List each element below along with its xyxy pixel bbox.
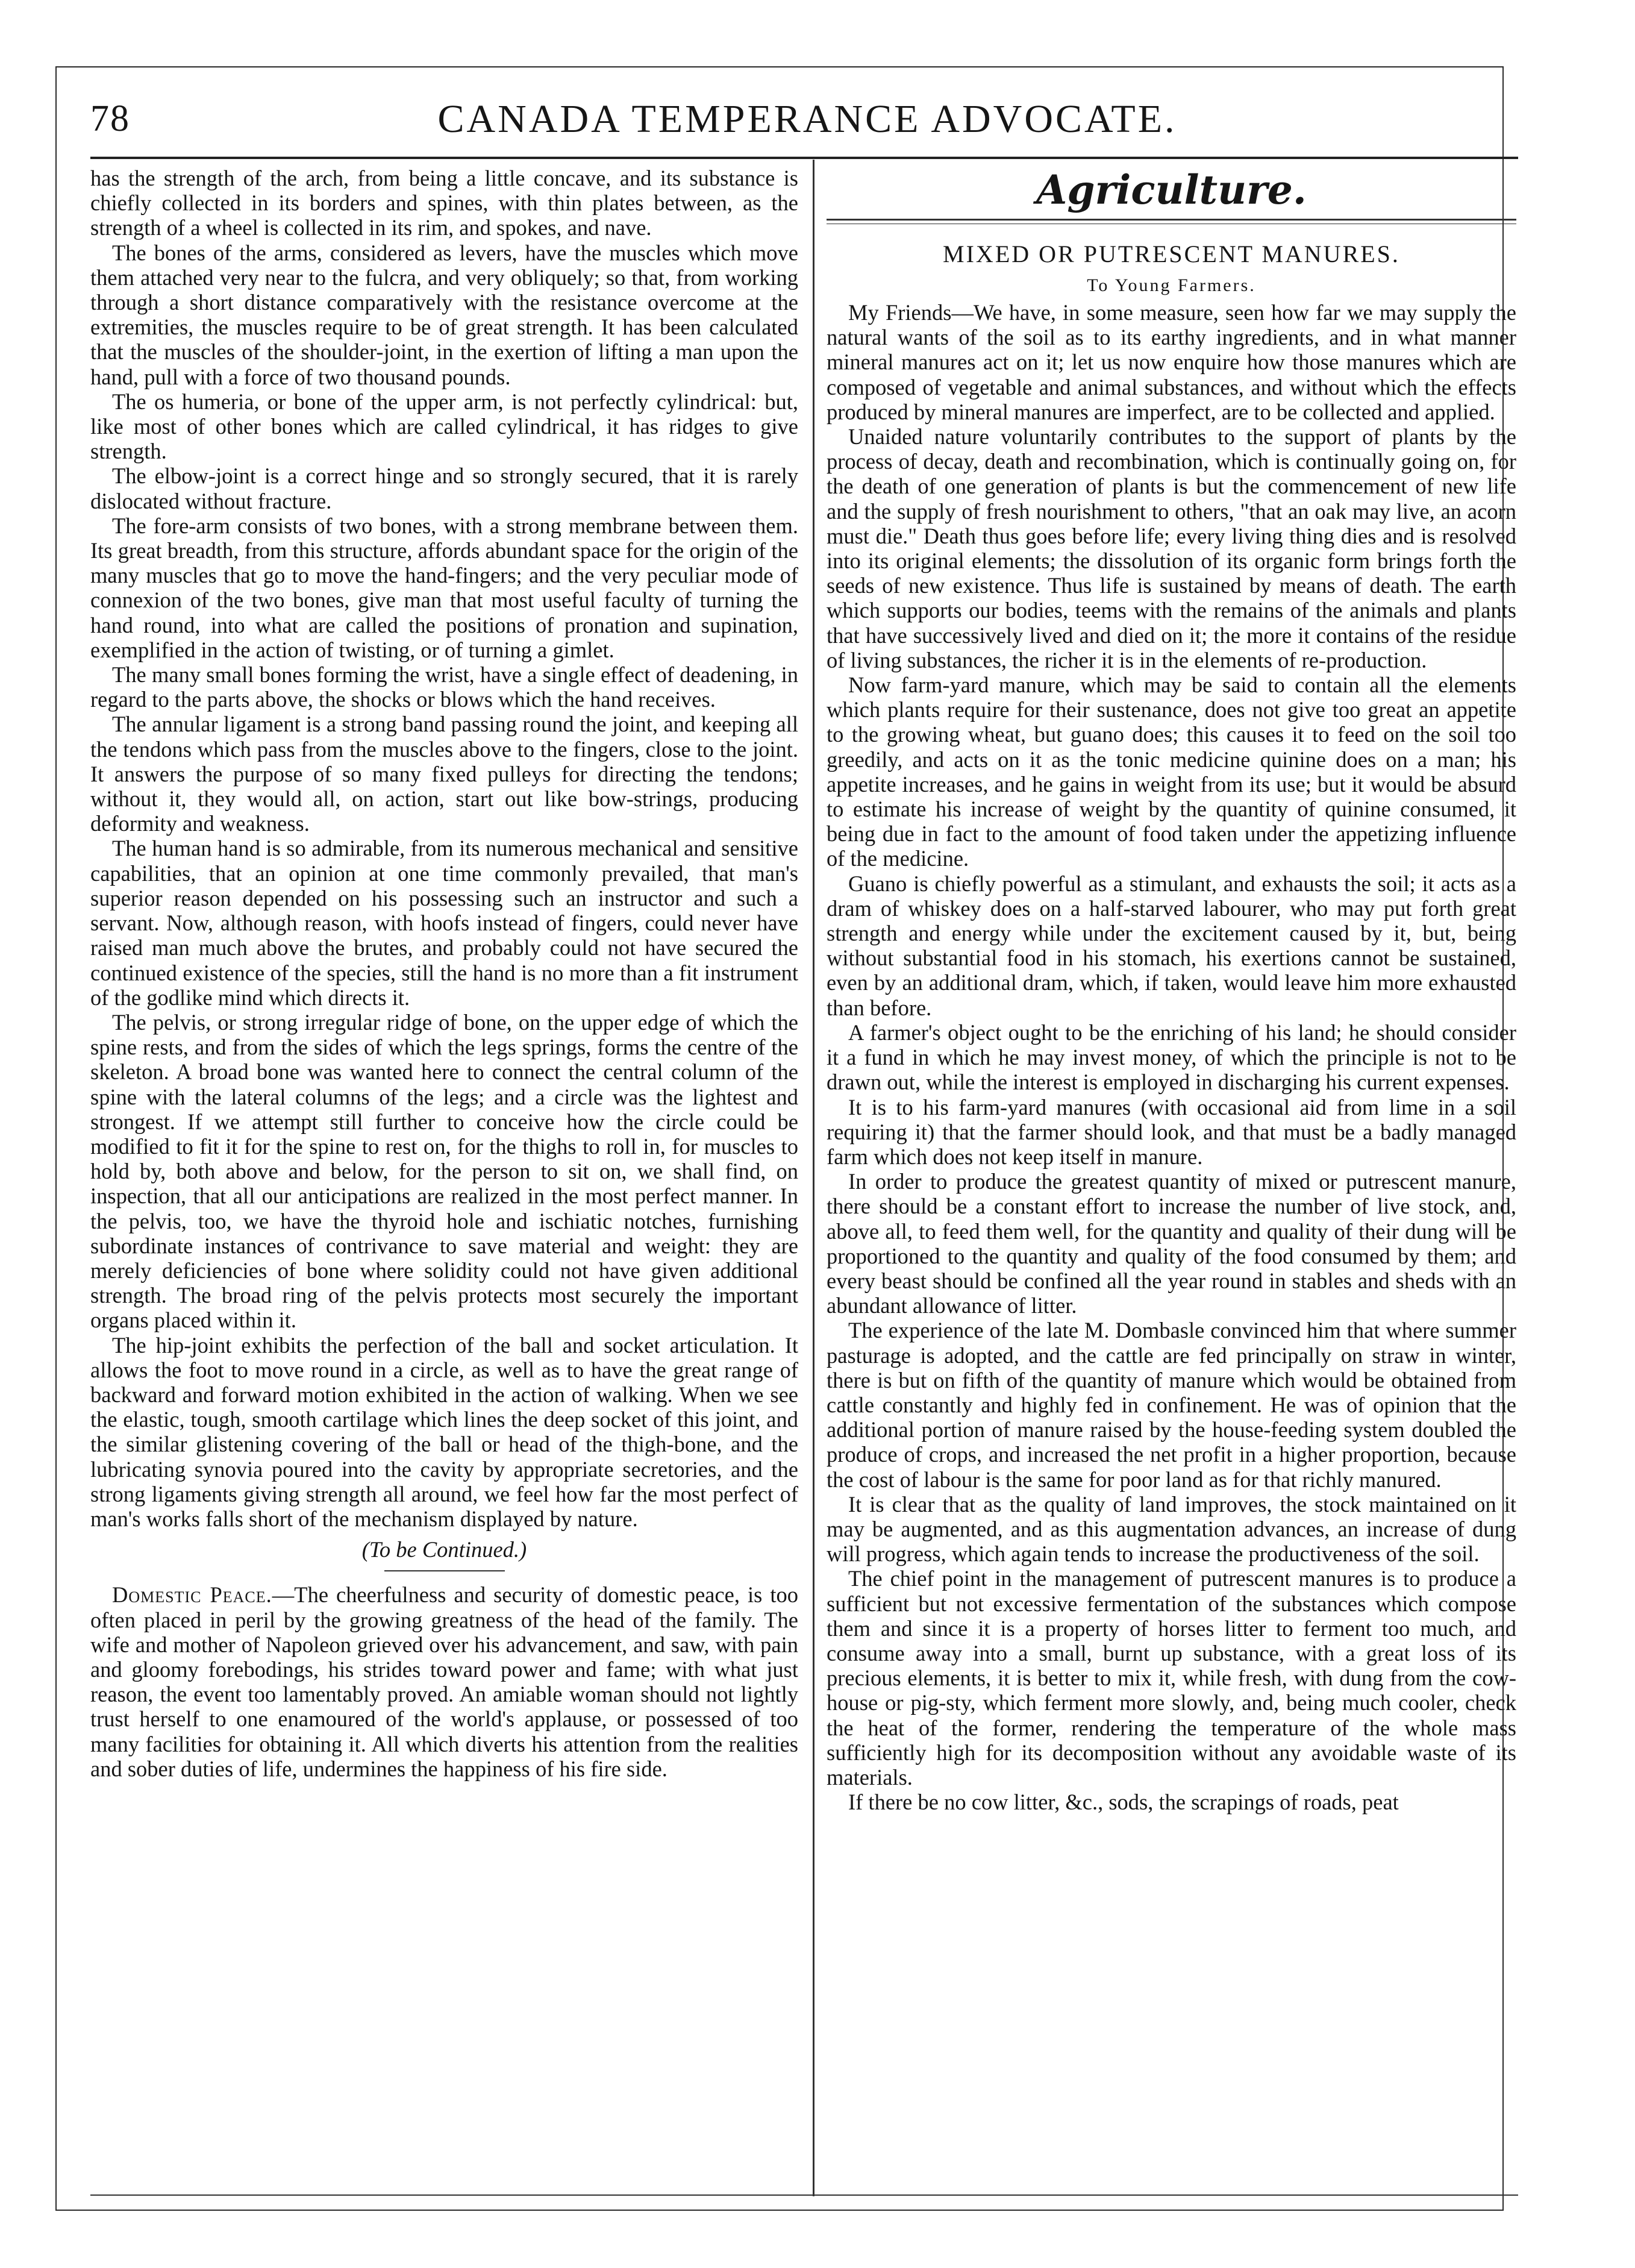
paragraph: The bones of the arms, considered as levers, have the muscles which move them attached very near to the fulcra, and very obliquely; so that, from working through a short distance comparatively with the resistance overcome at the extremities, the muscles require to be of great strength. It has been calculated that the muscles of the shoulder-joint, in the exertion of lifting a man upon the hand, pull with a force of two thousand pounds. — [90, 240, 798, 389]
paragraph: The hip-joint exhibits the perfection of the ball and socket articulation. It allows the foot to move round in a circle, as well as to have the great range of backward and forward motion exhibited in the action of walking. When we see the elastic, tough, smooth cartilage which lines the deep socket of this joint, and the similar glistening covering of the ball or head of the thigh-bone, and the lubricating synovia poured into the cavity by appropriate secretories, and the strong ligaments giving strength all around, we feel how far the most perfect of man's works falls short of the mechanism displayed by nature. — [90, 1332, 798, 1531]
paragraph: My Friends—We have, in some measure, seen how far we may supply the natural wants of the soil as to its earthy ingredients, and in what manner mineral manures act on it; let us now enquire how those manures which are composed of vegetable and animal substances, and without which the effects produced by mineral manures are imperfect, are to be collected and applied. — [827, 300, 1516, 424]
paragraph: The pelvis, or strong irregular ridge of bone, on the upper edge of which the spine rests, and from the sides of which the legs springs, forms the centre of the skeleton. A broad bone was wanted here to connect the central column of the spine with the lateral columns of the legs; and a circle was the lightest and strongest. If we attempt still further to conceive how the circle could be modified to fit it for the spine to rest on, for the thighs to roll in, for muscles to hold by, both above and below, for the person to sit on, we shall find, on inspection, that all our anticipations are realized in the most perfect manner. In the pelvis, too, we have the thyroid hole and ischiatic notches, furnishing subordinate instances of contrivance to save material and weight: they are merely deficiencies of bone where solidity could not have given additional strength. The broad ring of the pelvis protects most securely the important organs placed within it. — [90, 1009, 798, 1333]
footer-rule — [90, 2194, 1518, 2196]
column-divider — [813, 160, 814, 2196]
paragraph: The os humeria, or bone of the upper arm, is not perfectly cylindrical: but, like most of other bones which are called cylindrical, it has ridges to give strength. — [90, 389, 798, 464]
paragraph: The elbow-joint is a correct hinge and so strongly secured, that it is rarely dislocated without fracture. — [90, 463, 798, 513]
paragraph: The experience of the late M. Dombasle convinced him that where summer pasturage is adopted, and the cattle are fed principally on straw in winter, there is but on fifth of the quantity of manure which would be obtained from cattle constantly and highly fed in confinement. He was of opinion that the additional portion of manure raised by the house-feeding system doubled the produce of crops, and increased the net profit in a higher proportion, because the cost of labour is the same for poor land as for that richly manured. — [827, 1318, 1516, 1492]
paragraph: It is clear that as the quality of land improves, the stock maintained on it may be augmented, and as this augmentation advances, an increase of dung will progress, which again tends to increase the productiveness of the soil. — [827, 1491, 1516, 1567]
domestic-peace-paragraph — [90, 1582, 798, 1781]
paragraph: The annular ligament is a strong band passing round the joint, and keeping all the tendons which pass from the muscles above to the fingers, close to the joint. It answers the purpose of so many fixed pulleys for directing the tendons; without it, they would all, on action, start out like bow-strings, producing deformity and weakness. — [90, 712, 798, 836]
paragraph: has the strength of the arch, from being a little concave, and its substance is chiefly collected in its borders and spines, with thin plates between, as the strength of a wheel is collected in its rim, and spokes, and nave. — [90, 166, 798, 240]
paragraph: It is to his farm-yard manures (with occasional aid from lime in a soil requiring it) that the farmer should look, and that must be a badly managed farm which does not keep itself in manure. — [827, 1094, 1516, 1169]
section-title: Agriculture. — [1036, 166, 1307, 213]
masthead-title: CANADA TEMPERANCE ADVOCATE. — [437, 97, 1177, 141]
paragraph: The fore-arm consists of two bones, with a strong membrane between them. Its great breadth, from this structure, affords abundant space for the origin of the many muscles that go to move the hand-fingers; and the very peculiar mode of connexion of the two bones, give man that most useful faculty of turning the hand round, into what are called the positions of pronation and supination, exemplified in the action of twisting, or of turning a gimlet. — [90, 513, 798, 662]
paragraph: In order to produce the greatest quantity of mixed or putrescent manure, there should be a constant effort to increase the number of live stock, and, above all, to feed them well, for the quantity and quality of their dung will be proportioned to the quantity and quality of the food consumed by them; and every beast should be confined all the year round in stables and sheds with an abundant allowance of litter. — [827, 1169, 1516, 1318]
page-number: 78 — [90, 98, 130, 139]
paragraph: Now farm-yard manure, which may be said to contain all the elements which plants require for their sustenance, does not give too great an appetite to the growing wheat, but guano does; this causes it to feed on the soil too greedily, and acts on it as the tonic medicine quinine does on a man; his appetite increases, and he gains in weight from its use; but it would be absurd to estimate his increase of weight by the quantity of quinine consumed, it being due in fact to the amount of food taken under the appetizing influence of the medicine. — [827, 672, 1516, 871]
paragraph: Unaided nature voluntarily contributes to the support of plants by the process of decay, death and recombination, which is continually going on, for the death of one generation of plants is but the commencement of new life and the supply of fresh nourishment to others, "that an oak may live, an acorn must die." Death thus goes before life; every living thing dies and is resolved into its original elements; the dissolution of its organic form brings forth the seeds of new existence. Thus life is sustained by means of death. The earth which supports our bodies, teems with the remains of the animals and plants that have successively lived and died on it; the more it contains of the residue of living substances, the richer it is in the elements of re-production. — [827, 424, 1516, 672]
paragraph: If there be no cow litter, &c., sods, the scrapings of roads, peat — [848, 1790, 1399, 1815]
article-heading: MIXED OR PUTRESCENT MANURES. — [943, 240, 1400, 268]
paragraph: The chief point in the management of putrescent manures is to produce a sufficient but not excessive fermentation of the substances which compose them and since it is a property of horses litter to ferment too much, and consume away into a small, burnt up substance, with a great loss of its precious elements, it is better to mix it, while fresh, with dung from the cow-house or pig-sty, which ferment more slowly, and, being much cooler, check the heat of the former, rendering the temperature of the whole mass sufficiently high for its decomposition without any avoidable waste of its materials. — [827, 1566, 1516, 1790]
right-column — [827, 166, 1516, 1814]
paragraph: A farmer's object ought to be the enriching of his land; he should consider it a fund in which he may invest money, of which the principle is not to be drawn out, while the interest is employed in discharging his current expenses. — [827, 1020, 1516, 1095]
to-be-continued: (To be Continued.) — [361, 1537, 527, 1562]
left-column — [90, 166, 798, 1781]
article-subheading: To Young Farmers. — [1087, 275, 1256, 295]
domestic-peace-title: Domestic Peace. — [112, 1582, 272, 1608]
section-title-rule — [827, 219, 1516, 224]
header-rule — [90, 157, 1518, 159]
paragraph: Guano is chiefly powerful as a stimulant, and exhausts the soil; it acts as a dram of whiskey does on a half-starved labourer, who may put forth great strength and energy while under the excitement caused by it, but, being without substantial food in his stomach, his exertions cannot be sustained, even by an additional dram, which, if taken, would leave him more exhausted than before. — [827, 871, 1516, 1020]
paragraph: The human hand is so admirable, from its numerous mechanical and sensitive capabilities, that an opinion at one time commonly prevailed, that man's superior reason depended on his possessing such an instructor and such a servant. Now, although reason, with hoofs instead of fingers, could never have raised man much above the brutes, and probably could not have secured the continued existence of the species, still the hand is no more than a fit instrument of the godlike mind which directs it. — [90, 836, 798, 1010]
paragraph: The many small bones forming the wrist, have a single effect of deadening, in regard to the parts above, the shocks or blows which the hand receives. — [90, 662, 798, 712]
section-rule — [384, 1570, 505, 1571]
domestic-peace-text: —The cheerfulness and security of domestic peace, is too often placed in peril by the growing greatness of the head of the family. The wife and mother of Napoleon grieved over his advancement, and saw, with pain and gloomy forebodings, his strides toward power and fame; with what just reason, the event too lamentably proved. An amiable woman should not lightly trust herself to one enamoured of the world's applause, or possessed of too many facilities for obtaining it. All which diverts his attention from the realities and sober duties of life, undermines the happiness of his fire side. — [90, 1582, 798, 1781]
page-header — [90, 84, 1524, 157]
